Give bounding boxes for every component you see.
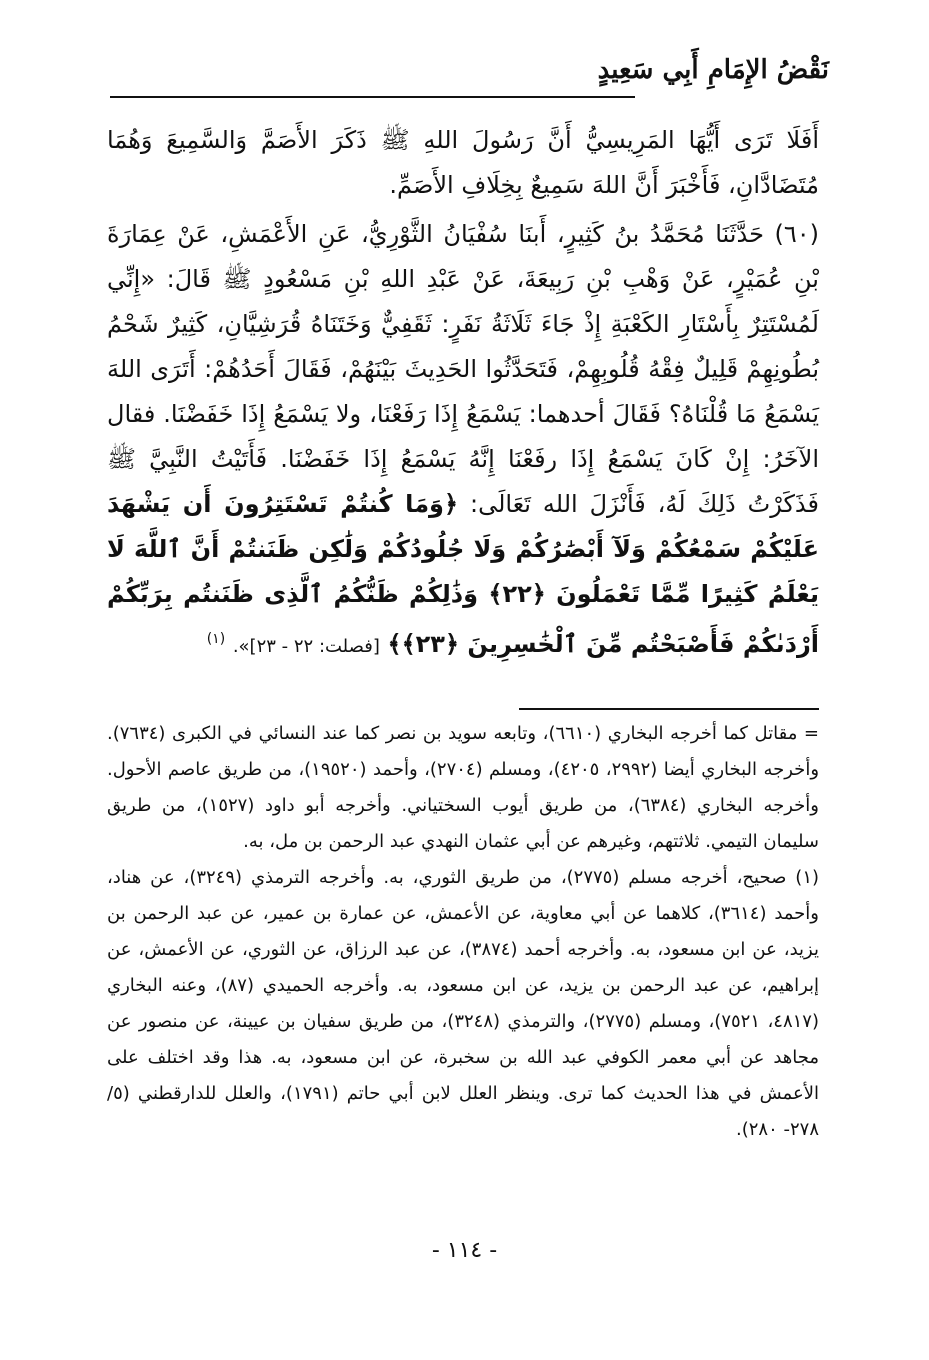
footnote-continuation: = مقاتل كما أخرجه البخاري (٦٦١٠)، وتابعه سويد بن نصر كما عند النسائي في الكبرى (٧٦٣٤). وأخرجه البخاري أيضا (٢٩٩٢، ٤٢٠٥)، ومسلم (٢٧٠٤)، وأحمد (١٩٥٢٠)، من طريق عاصم الأحول. وأخرجه البخاري (٦٣٨٤)، من طريق أيوب السختياني. وأخرجه أبو داود (١٥٢٧)، من طريق سليمان التيمي. ثلاثتهم، وغيرهم عن أبي عثمان النهدي عبد الرحمن بن مل، به. (107, 723, 820, 852)
paragraph-hadith-60 (107, 212, 819, 669)
footnote-reference: (١) (206, 631, 226, 647)
header-rule (110, 96, 635, 98)
paragraph-intro: أَفَلَا تَرَى أَيُّهَا المَرِيسِيُّ أَنَّ رَسُولَ اللهِ ﷺ ذَكَرَ الأَصَمَّ وَالسَّمِيعَ وَهُمَا مُتَضَادَّانِ، فَأَخْبَرَ أَنَّ اللهَ سَمِيعٌ بِخِلَافِ الأَصَمِّ. (107, 126, 819, 199)
surah-citation: [فصلت: ٢٢ - ٢٣]». (232, 636, 380, 657)
footnote-rule (519, 708, 819, 710)
hadith-text: (٦٠) حَدَّثَنَا مُحَمَّدُ بنُ كَثِيرٍ، أَبنَا سُفْيَانُ الثَّوْرِيُّ، عَنِ الأَعْمَشِ، عَنْ عِمَارَةَ بْنِ عُمَيْرٍ، عَنْ وَهْبِ بْنِ رَبِيعَةَ، عَنْ عَبْدِ اللهِ بْنِ مَسْعُودٍ ﷺ قَالَ: «إِنِّي لَمُسْتَتِرٌ بِأَسْتَارِ الكَعْبَةِ إِذْ جَاءَ ثَلَاثَةُ نَفَرٍ: ثَقَفِيٌّ وَخَتَنَاهُ قُرَشِيَّانِ، كَثِيرٌ شَحْمُ بُطُونِهِمْ قَلِيلٌ فِقْهُ قُلُوبِهِمْ، فَتَحَدَّثُوا الحَدِيثَ بَيْنَهُمْ، فَقَالَ أَحَدُهُمْ: أَتَرَى اللهَ يَسْمَعُ مَا قُلْنَاهُ؟ فَقَالَ أحدهما: يَسْمَعُ إِذَا رَفَعْنَا، ولا يَسْمَعُ إِذَا خَفَضْنَا. فقال الآخَرُ: إِنْ كَانَ يَسْمَعُ إِذَا رفَعْنَا إِنَّهُ يَسْمَعُ إِذَا خَفَضْنَا. فَأَتَيْتُ النَّبِيَّ ﷺ فَذَكَرْتُ ذَلِكَ لَهُ، فَأَنْزَلَ الله تَعَالَى: (107, 220, 819, 518)
page-number: - ١١٤ - (431, 1238, 498, 1263)
quran-verse: ﴿وَمَا كُنتُمْ تَسْتَتِرُونَ أَن يَشْهَدَ عَلَيْكُمْ سَمْعُكُمْ وَلَآ أَبْصَٰرُكُمْ وَلَا جُلُودُكُمْ وَلَٰكِن ظَنَنتُمْ أَنَّ ٱللَّهَ لَا يَعْلَمُ كَثِيرًا مِّمَّا تَعْمَلُونَ ﴿٢٢﴾ وَذَٰلِكُمْ ظَنُّكُمُ ٱلَّذِى ظَنَنتُم بِرَبِّكُمْ أَرْدَىٰكُمْ فَأَصْبَحْتُم مِّنَ ٱلْخَٰسِرِينَ ﴿٢٣﴾﴾ (107, 490, 819, 658)
main-text (107, 118, 819, 673)
running-header: نَقْضُ الإِمَامِ أَبِي سَعِيدٍ (597, 55, 829, 85)
footnotes (107, 716, 819, 1148)
footnote-1: (١) صحيح، أخرجه مسلم (٢٧٧٥)، من طريق الثوري، به. وأخرجه الترمذي (٣٢٤٩)، عن هناد، وأحمد (٣٦١٤)، كلاهما عن أبي معاوية، عن الأعمش، عن عمارة بن عمير، عن عبد الرحمن بن يزيد، عن ابن مسعود، به. وأخرجه أحمد (٣٨٧٤)، عن عبد الرزاق، عن الثوري، عن الأعمش، عن إبراهيم، عن عبد الرحمن بن يزيد، عن ابن مسعود، به. وأخرجه الحميدي (٨٧)، وعنه البخاري (٤٨١٧، ٧٥٢١)، ومسلم (٢٧٧٥)، والترمذي (٣٢٤٨)، من طريق سفيان بن عيينة، عن منصور عن مجاهد عن أبي معمر الكوفي عبد الله بن سخبرة، عن ابن مسعود، به. هذا وقد اختلف على الأعمش في هذا الحديث كما ترى. وينظر العلل لابن أبي حاتم (١٧٩١)، والعلل للدارقطني (٥/ ٢٧٨- ٢٨٠). (107, 867, 820, 1140)
